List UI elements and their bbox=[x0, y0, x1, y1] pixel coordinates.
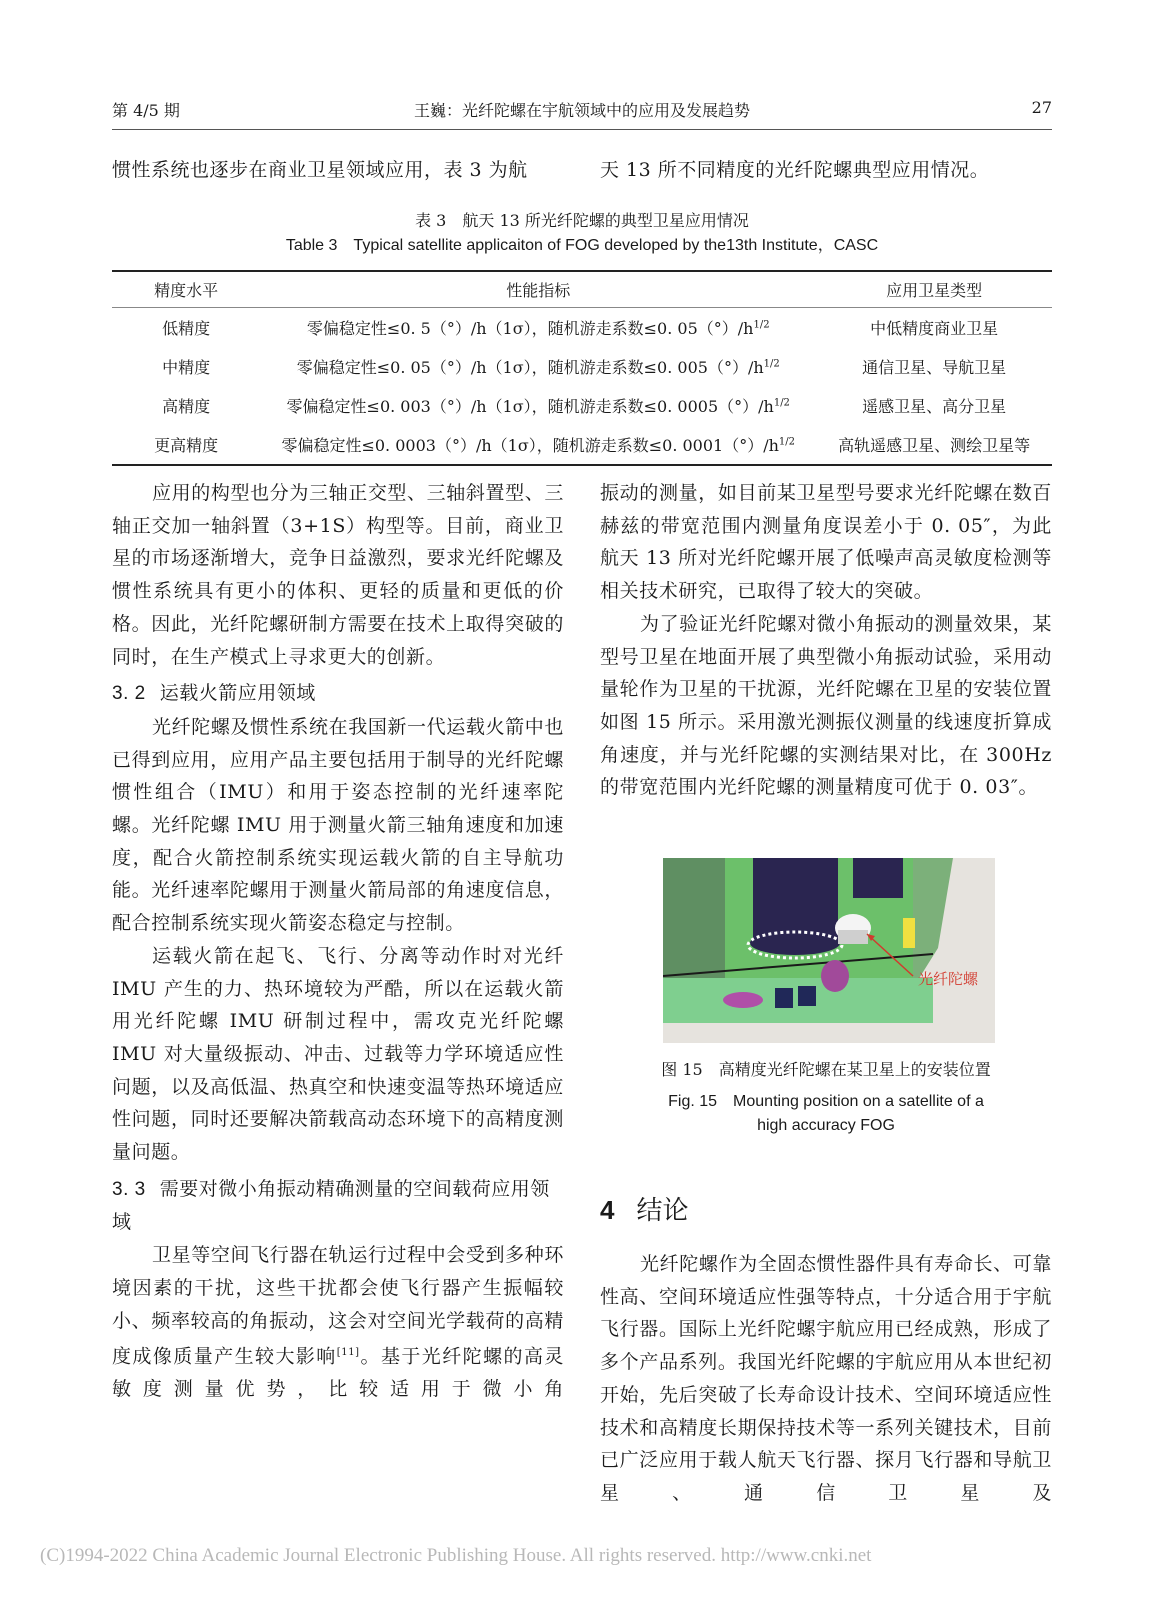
cell-level: 低精度 bbox=[162, 319, 211, 338]
table-caption-en: Table 3 Typical satellite applicaiton of FOG developed by the13th Institute，CASC bbox=[285, 237, 879, 254]
cell-spec bbox=[260, 347, 816, 386]
conclusion-column bbox=[600, 1248, 1052, 1510]
issue-label: 第 4/5 期 bbox=[112, 101, 180, 120]
spec-text: 零偏稳定性≤0. 05（°）/h（1σ），随机游走系数≤0. 005（°）/h bbox=[296, 358, 764, 377]
figure-caption-en-2: high accuracy FOG bbox=[757, 1117, 895, 1134]
figure-caption-zh: 图 15 高精度光纤陀螺在某卫星上的安装位置 bbox=[661, 1060, 991, 1079]
spec-sup: 1/2 bbox=[773, 397, 790, 409]
paragraph: 光纤陀螺作为全固态惯性器件具有寿命长、可靠性高、空间环境适应性强等特点，十分适合用于宇航飞行器。国际上光纤陀螺宇航应用已经成熟，形成了多个产品系列。我国光纤陀螺的宇航应用从本世纪初开始，先后突破了长寿命设计技术、空间环境适应性技术和高精度长期保持技术等一系列关键技术，目前已广泛应用于载人航天飞行器、探月飞行器和导航卫星、通信卫星及 bbox=[600, 1253, 1052, 1504]
figure-label-fog: 光纤陀螺 bbox=[918, 970, 979, 988]
figure-15-image bbox=[663, 858, 995, 1043]
copyright-footer: (C)1994-2022 China Academic Journal Electronic Publishing House. All rights reserved. http://www.cnki.net bbox=[40, 1545, 872, 1566]
cell-level: 更高精度 bbox=[112, 425, 260, 465]
figure-caption-en-1: Fig. 15 Mounting position on a satellite of a bbox=[668, 1093, 984, 1110]
header-rule bbox=[112, 129, 1052, 130]
cell-level: 高精度 bbox=[162, 397, 211, 416]
table-row bbox=[112, 386, 1052, 425]
table-row bbox=[112, 425, 1052, 465]
spec-sup: 1/2 bbox=[763, 358, 780, 370]
table-row bbox=[112, 347, 1052, 386]
right-column bbox=[600, 477, 1052, 804]
table-3 bbox=[112, 270, 1052, 466]
section-number: 3. 3 bbox=[112, 1178, 146, 1200]
cell-type: 高轨遥感卫星、测绘卫星等 bbox=[816, 425, 1052, 465]
running-header bbox=[112, 98, 1052, 128]
section-number: 3. 2 bbox=[112, 683, 146, 705]
paragraph bbox=[112, 1239, 564, 1406]
paragraph: 运载火箭在起飞、飞行、分离等动作时对光纤 IMU 产生的力、热环境较为严酷，所以在运载火箭用光纤陀螺 IMU 研制过程中，需攻克光纤陀螺 IMU 对大量级振动、冲击、过载等力学环境适应性问题，以及高低温、热真空和快速变温等热环境适应性问题，同时还要解决箭载高动态环境下的高精度测量问题。 bbox=[112, 944, 564, 1164]
satellite-render bbox=[663, 858, 995, 1043]
paragraph-text: 卫星等空间飞行器在轨运行过程中会受到多种环境因素的干扰，这些干扰都会使飞行器产生振幅较小、频率较高的角振动，这会对空间光学载荷的高精度成像质量产生较大影响 bbox=[112, 1244, 564, 1368]
section-heading-4 bbox=[600, 1190, 688, 1227]
cell-type: 中低精度商业卫星 bbox=[870, 319, 999, 338]
paragraph-text: 。基于光纤陀螺的高灵敏度测量优势，比较适用于微小角 bbox=[112, 1345, 564, 1401]
table-header-row bbox=[112, 271, 1052, 308]
section-heading-3-3 bbox=[112, 1173, 564, 1239]
section-title: 结论 bbox=[636, 1196, 689, 1226]
citation-ref[interactable]: [11] bbox=[336, 1347, 360, 1359]
cell-spec bbox=[260, 386, 816, 425]
header-spec: 性能指标 bbox=[260, 271, 816, 308]
paragraph: 为了验证光纤陀螺对微小角振动的测量效果，某型号卫星在地面开展了典型微小角振动试验，采用动量轮作为卫星的干扰源，光纤陀螺在卫星的安装位置如图 15 所示。采用激光测振仪测量的线速度折算成角速度，并与光纤陀螺的实测结果对比，在 300Hz 的带宽范围内光纤陀螺的测量精度可优于 0. 03″。 bbox=[600, 612, 1052, 799]
spec-sup: 1/2 bbox=[778, 436, 796, 448]
spec-text: 零偏稳定性≤0. 5（°）/h（1σ），随机游走系数≤0. 05（°）/h bbox=[306, 319, 754, 338]
left-column bbox=[112, 477, 564, 1406]
intro-right-line: 天 13 所不同精度的光纤陀螺典型应用情况。 bbox=[600, 159, 990, 181]
cell-level: 中精度 bbox=[162, 358, 211, 377]
header-sat-type: 应用卫星类型 bbox=[816, 271, 1052, 308]
cell-type: 遥感卫星、高分卫星 bbox=[862, 397, 1007, 416]
cell-spec bbox=[260, 308, 816, 348]
page-number: 27 bbox=[1031, 98, 1052, 117]
cell-spec bbox=[260, 425, 816, 465]
paragraph: 振动的测量，如目前某卫星型号要求光纤陀螺在数百赫兹的带宽范围内测量角度误差小于 0. 05″，为此航天 13 所对光纤陀螺开展了低噪声高灵敏度检测等相关技术研究，已取得了较大的突破。 bbox=[600, 482, 1052, 603]
table-row bbox=[112, 308, 1052, 348]
paragraph: 光纤陀螺及惯性系统在我国新一代运载火箭中也已得到应用，应用产品主要包括用于制导的光纤陀螺惯性组合（IMU）和用于姿态控制的光纤速率陀螺。光纤陀螺 IMU 用于测量火箭三轴角速度和加速度，配合火箭控制系统实现运载火箭的自主导航功能。光纤速率陀螺用于测量火箭局部的角速度信息，配合控制系统实现火箭姿态稳定与控制。 bbox=[112, 715, 564, 935]
section-heading-3-2 bbox=[112, 677, 564, 711]
cell-type: 通信卫星、导航卫星 bbox=[862, 358, 1007, 377]
spec-text: 零偏稳定性≤0. 003（°）/h（1σ），随机游走系数≤0. 0005（°）/h bbox=[286, 397, 774, 416]
spec-text: 零偏稳定性≤0. 0003（°）/h（1σ），随机游走系数≤0. 0001（°）/h bbox=[281, 436, 779, 455]
running-title: 王巍：光纤陀螺在宇航领域中的应用及发展趋势 bbox=[413, 101, 750, 120]
table-caption-zh: 表 3 航天 13 所光纤陀螺的典型卫星应用情况 bbox=[415, 211, 749, 230]
section-number: 4 bbox=[600, 1195, 615, 1225]
intro-left-line: 惯性系统也逐步在商业卫星领域应用，表 3 为航 bbox=[112, 159, 528, 181]
paragraph: 应用的构型也分为三轴正交型、三轴斜置型、三轴正交加一轴斜置（3+1S）构型等。目前，商业卫星的市场逐渐增大，竞争日益激烈，要求光纤陀螺及惯性系统具有更小的体积、更轻的质量和更低的价格。因此，光纤陀螺研制方需要在技术上取得突破的同时，在生产模式上寻求更大的创新。 bbox=[112, 482, 564, 668]
section-title: 运载火箭应用领域 bbox=[159, 682, 316, 705]
header-precision: 精度水平 bbox=[112, 271, 260, 308]
spec-sup: 1/2 bbox=[753, 319, 770, 331]
section-title: 需要对微小角振动精确测量的空间载荷应用领域 bbox=[112, 1177, 550, 1234]
